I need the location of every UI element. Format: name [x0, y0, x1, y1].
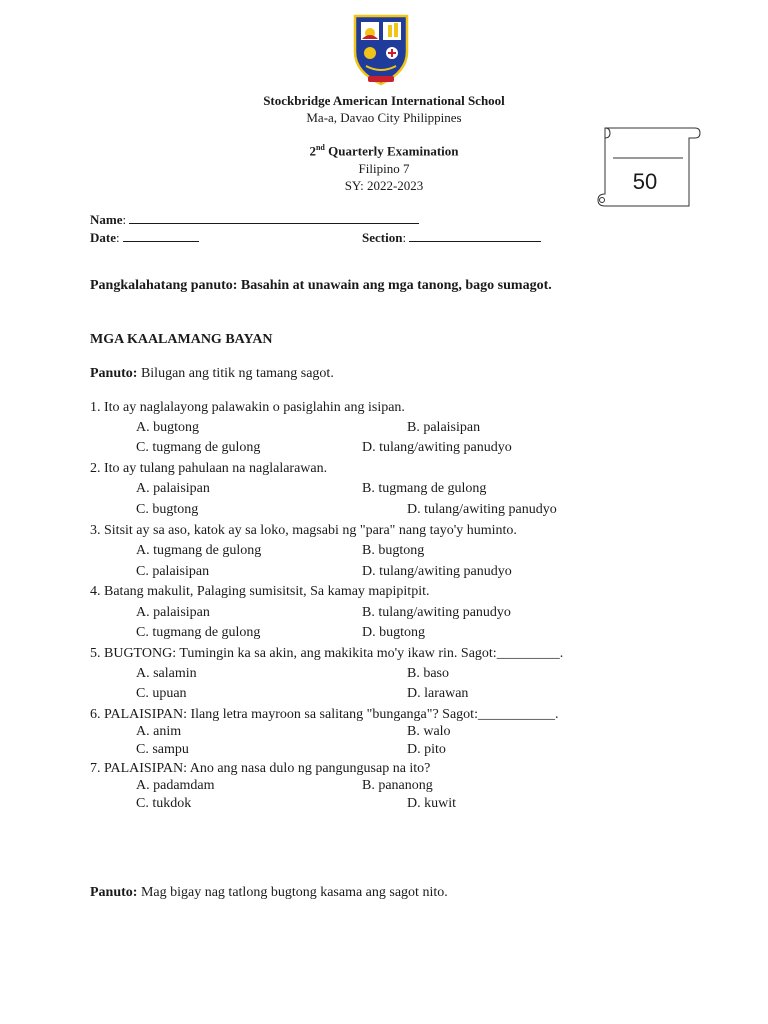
q6-option-b[interactable]: B. walo: [407, 724, 451, 739]
q4-option-b[interactable]: B. tulang/awiting panudyo: [362, 605, 511, 620]
q3-option-a[interactable]: A. tugmang de gulong: [136, 543, 262, 558]
q2-option-c[interactable]: C. bugtong: [136, 502, 199, 517]
q3-option-c[interactable]: C. palaisipan: [136, 564, 210, 579]
instruction-text-2: Mag bigay nag tatlong bugtong kasama ang sagot nito.: [140, 885, 448, 900]
school-address: Ma-a, Davao City Philippines: [306, 110, 462, 125]
score-scroll-graphic: [593, 124, 703, 210]
question-2: 2. Ito ay tulang pahulaan na naglalarawan.: [90, 461, 328, 476]
q5-option-b[interactable]: B. baso: [407, 666, 449, 681]
question-6: 6. PALAISIPAN: Ilang letra mayroon sa salitang "bunganga"? Sagot:___________.: [90, 707, 559, 722]
q1-option-d[interactable]: D. tulang/awiting panudyo: [362, 440, 512, 455]
instruction-label: Panuto:: [90, 366, 138, 381]
q5-option-a[interactable]: A. salamin: [136, 666, 197, 681]
school-year: SY: 2022-2023: [344, 178, 424, 193]
name-field[interactable]: [129, 211, 419, 224]
date-row: Date:: [90, 229, 199, 246]
q6-option-a[interactable]: A. anim: [136, 724, 182, 739]
q4-option-a[interactable]: A. palaisipan: [136, 605, 210, 620]
question-4: 4. Batang makulit, Palaging sumisitsit, Sa kamay mapipitpit.: [90, 584, 430, 599]
question-7: 7. PALAISIPAN: Ano ang nasa dulo ng pangungusap na ito?: [90, 761, 431, 776]
score-total: 50: [632, 169, 658, 194]
school-crest-logo: [352, 12, 410, 93]
instruction-text: Bilugan ang titik ng tamang sagot.: [140, 366, 334, 381]
q7-option-d[interactable]: D. kuwit: [407, 796, 456, 811]
name-label: Name: [90, 212, 123, 227]
q4-option-c[interactable]: C. tugmang de gulong: [136, 625, 261, 640]
q3-option-b[interactable]: B. bugtong: [362, 543, 425, 558]
exam-ordinal: 2: [309, 143, 316, 159]
q2-option-d[interactable]: D. tulang/awiting panudyo: [407, 502, 557, 517]
q1-option-a[interactable]: A. bugtong: [136, 420, 199, 435]
subject-name: Filipino 7: [358, 161, 410, 176]
q5-option-d[interactable]: D. larawan: [407, 686, 469, 701]
date-field[interactable]: [123, 229, 199, 242]
section-field[interactable]: [409, 229, 541, 242]
q4-option-d[interactable]: D. bugtong: [362, 625, 425, 640]
exam-title-text: Quarterly Examination: [328, 143, 459, 159]
section-label: Section: [362, 230, 403, 245]
general-instruction: Pangkalahatang panuto: Basahin at unawain ang mga tanong, bago sumagot.: [90, 278, 552, 293]
section-row: Section:: [362, 229, 541, 246]
q7-option-c[interactable]: C. tukdok: [136, 796, 192, 811]
q1-option-c[interactable]: C. tugmang de gulong: [136, 440, 261, 455]
exam-ordinal-suffix: nd: [315, 143, 325, 152]
question-5: 5. BUGTONG: Tumingin ka sa akin, ang makikita mo'y ikaw rin. Sagot:_________.: [90, 646, 564, 661]
q2-option-a[interactable]: A. palaisipan: [136, 481, 210, 496]
section-title: MGA KAALAMANG BAYAN: [90, 332, 273, 347]
q1-option-b[interactable]: B. palaisipan: [407, 420, 481, 435]
q7-option-b[interactable]: B. pananong: [362, 778, 433, 793]
question-3: 3. Sitsit ay sa aso, katok ay sa loko, magsabi ng "para" nang tayo'y huminto.: [90, 523, 517, 538]
q2-option-b[interactable]: B. tugmang de gulong: [362, 481, 487, 496]
q6-option-c[interactable]: C. sampu: [136, 742, 189, 757]
section1-instruction: [90, 366, 334, 382]
question-1: 1. Ito ay naglalayong palawakin o pasiglahin ang isipan.: [90, 400, 405, 415]
q7-option-a[interactable]: A. padamdam: [136, 778, 215, 793]
school-name: Stockbridge American International School: [263, 93, 505, 108]
date-label: Date: [90, 230, 116, 245]
section2-instruction: [90, 885, 448, 901]
q3-option-d[interactable]: D. tulang/awiting panudyo: [362, 564, 512, 579]
q5-option-c[interactable]: C. upuan: [136, 686, 187, 701]
instruction-label-2: Panuto:: [90, 885, 138, 900]
name-row: Name:: [90, 211, 419, 228]
q6-option-d[interactable]: D. pito: [407, 742, 446, 757]
